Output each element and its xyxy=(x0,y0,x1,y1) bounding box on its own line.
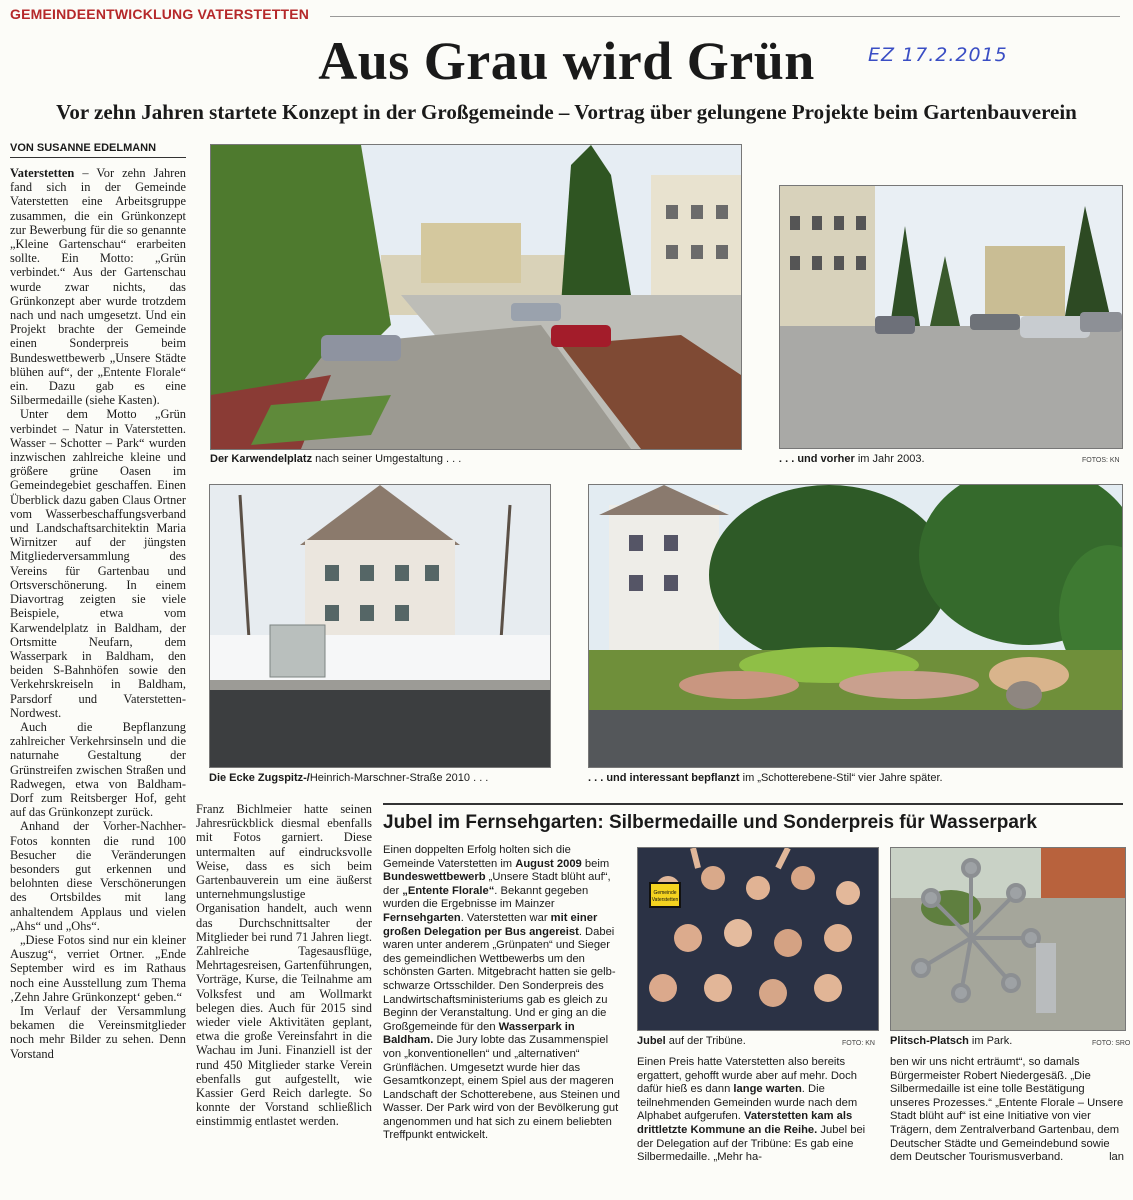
photo-3-caption: Die Ecke Zugspitz-/Heinrich-Marschner-Straße 2010 . . . xyxy=(209,772,489,784)
dateline: Vaterstetten xyxy=(10,166,75,180)
section-kicker: GEMEINDEENTWICKLUNG VATERSTETTEN xyxy=(10,6,310,22)
paragraph-3: Auch die Bepflanzung zahlreicher Verkehrsinseln und die naturnahe Gestaltung der Grünstreifen zwischen Straßen und Radwegen, etwa von Baldham-Dorf zum Reitsberger Hof, geht auf das Grünkonzept zurück. xyxy=(10,719,186,820)
photo-karwendelplatz-before xyxy=(779,185,1123,449)
box-column-3 xyxy=(890,1056,1124,1196)
paragraph-7: Franz Bichlmeier hatte seinen Jahresrückblick diesmal ebenfalls mit Fotos garniert. Diese untermalten auf eindrucksvolle Weise, dass es sich beim Gartenbauverein um eine äußerst unternehmungslustige Organisation handelt, auch wenn das Durchschnittsalter der Mitglieder bei rund 71 Jahren liegt. Zahlreiche Tagesausflüge, Mehrtagesreisen, Gartenführungen, Vorträge, Kurse, die Teilnahme am Volksfest und am Wollmarkt belegen dies. Auch für 2015 sind wieder viele Aktivitäten geplant, etwa die große Vereinsfahrt in die Wachau im Juni. Finanziell ist der rund 450 Mitglieder starke Verein ebenfalls gut aufgestellt, wie Kassier Gerd Reich darlegte. So konnte der Vorstand schließlich einstimmig entlastet werden. xyxy=(196,802,372,1129)
box-photo-2-credit: FOTO: SRO xyxy=(1092,1040,1131,1047)
box-photo-2-caption: Plitsch-Platsch im Park. xyxy=(890,1035,1013,1047)
svg-text:Vaterstetten: Vaterstetten xyxy=(651,897,679,903)
paragraph-1: Vaterstetten – Vor zehn Jahren fand sich in der Gemeinde Vaterstetten eine Arbeitsgruppe zusammen, die ein Grünkonzept zur Bewerbung für die so genannte „Kleine Gartenschau“ erarbeiten sollte. Ein Motto: „Grün verbindet.“ Aus der Gartenschau wurde zwar nichts, das Grünkonzept aber wurde trotzdem nach und nach umgesetzt. Und ein Projekt brachte der Gemeinde einen Sonderpreis beim Bundeswettbewerb „Unsere Städte blühen auf“, der „Entente Florale“ ein. Dazu gab es eine Silbermedaille (siehe Kasten). xyxy=(10,166,186,408)
photo-1-caption: Der Karwendelplatz nach seiner Umgestaltung . . . xyxy=(210,453,462,465)
photo-plitsch-platsch xyxy=(890,847,1126,1031)
deck-subheadline: Vor zehn Jahren startete Konzept in der Großgemeinde – Vortrag über gelungene Projekte beim Gartenbauverein xyxy=(56,100,1077,124)
photo-karwendelplatz-after xyxy=(210,144,742,450)
article-column-2 xyxy=(196,802,372,1196)
box-paragraph-1: Einen doppelten Erfolg holten sich die Gemeinde Vaterstetten im August 2009 beim Bundeswettbewerb „Unsere Stadt blüht auf“, der „Entente Florale“. Bekannt gegeben wurden die Ergebnisse im Mainzer Fernsehgarten. Vaterstetten war mit einer großen Delegation per Bus angereist. Dabei waren unter anderem „Grünpaten“ und Sieger des gemeindlichen Wettbewerbs um den schönsten Garten. Mitgebracht hatten sie gelb-schwarze Ortsschilder. Den Sonderpreis des Landwirtschaftsministeriums gab es gleich zu Beginn der Veranstaltung. Und er ging an die Großgemeinde für den Wasserpark in Baldham. Die Jury lobte das Zusammenspiel von „konventionellen“ und „alternativen“ Grünflächen. Umgesetzt wurde hier das Gesamtkonzept, einem Spiel aus der mageren Landschaft der Schotterebene, aus Steinen und Wasser. Der Park wird von der Bevölkerung gut angenommen und hat sich zu einem beliebten Treffpunkt entwickelt. xyxy=(383,844,620,1142)
article-column-1 xyxy=(10,166,186,1196)
byline: VON SUSANNE EDELMANN xyxy=(10,142,186,158)
box-title: Jubel im Fernsehgarten: Silbermedaille und Sonderpreis für Wasserpark xyxy=(383,812,1037,833)
box-paragraph-2: Einen Preis hatte Vaterstetten also bereits ergattert, gehofft wurde aber auf mehr. Doch dafür hieß es dann lange warten. Die teilnehmenden Gemeinden wurde nach dem Alphabet aufgerufen. Vaterstetten kam als drittletzte Kommune an die Reihe. Jubel bei der Delegation auf der Tribüne: Es gab eine Silbermedaille. „Mehr ha- xyxy=(637,1056,866,1164)
box-column-1 xyxy=(383,844,623,1194)
handwritten-date-stamp: EZ 17.2.2015 xyxy=(868,44,1008,66)
box-photo-1-credit: FOTO: KN xyxy=(842,1040,875,1047)
kicker-rule xyxy=(330,16,1120,17)
box-photo-1-caption: Jubel auf der Tribüne. xyxy=(637,1035,746,1047)
box-column-2 xyxy=(637,1056,877,1196)
paragraph-4: Anhand der Vorher-Nachher-Fotos konnten die rund 100 Besucher die Veränderungen besonders gut erkennen und belohnten diese Verschönerungen des Ortsbildes mit lang anhaltendem Applaus und vielen „Ahs“ und „Ohs“. xyxy=(10,819,186,933)
paragraph-2: Unter dem Motto „Grün verbindet – Natur in Vaterstetten. Wasser – Schotter – Park“ wurden inzwischen zahlreiche kleine und größere grüne Oasen im Gemeindegebiet geschaffen. Einen Überblick dazu gaben Claus Ortner vom Wasserbeschaffungsverband und Landschaftsarchitektin Maria Wirnitzer auf der jüngsten Mitgliederversammlung des Vereins für Gartenbau und Ortsverschönerung. In einem Diavortrag zeigten sie viele Beispiele, etwa vom Karwendelplatz in Baldham, der Ortsmitte Neufarn, dem Wasserpark in Baldham, den beiden S-Bahnhöfen sowie den Verkehrskreiseln in Baldham, Parsdorf und Vaterstetten-Nordwest. xyxy=(10,407,186,720)
photo-corner-2010 xyxy=(209,484,551,768)
paragraph-6: Im Verlauf der Versammlung bekamen die Vereinsmitglieder noch mehr Bilder zu sehen. Denn Vorstand xyxy=(10,1003,186,1061)
photo-corner-planted xyxy=(588,484,1123,768)
paragraph-5: „Diese Fotos sind nur ein kleiner Auszug“, verriet Ortner. „Ende September wird es im Rathaus noch eine Ausstellung zum Thema ‚Zehn Jahre Grünkonzept‘ geben.“ xyxy=(10,932,186,1004)
photos-1-2-credit: FOTOS: KN xyxy=(1082,457,1120,464)
photo-2-caption: . . . und vorher im Jahr 2003. xyxy=(779,453,925,465)
box-top-rule xyxy=(383,803,1123,805)
photo-4-caption: . . . und interessant bepflanzt im „Schotterebene-Stil“ vier Jahre später. xyxy=(588,772,943,784)
box-paragraph-3: ben wir uns nicht erträumt“, so damals Bürgermeister Robert Niedergesäß. „Die Silbermedaille ist eine tolle Bestätigung unseres Prozesses.“ „Entente Florale – Unsere Stadt blüht auf“ ist eine Initiative von vier Trägern, dem Zentralverband Gartenbau, dem Deutscher Städte und Gemeindebund sowie dem Deutscher Tourismusverband. lan xyxy=(890,1056,1124,1164)
photo-jubel-tribune xyxy=(637,847,879,1031)
headline: Aus Grau wird Grün xyxy=(318,31,815,91)
sign-label: Gemeinde xyxy=(653,890,677,896)
sign-off: lan xyxy=(1109,1151,1124,1164)
